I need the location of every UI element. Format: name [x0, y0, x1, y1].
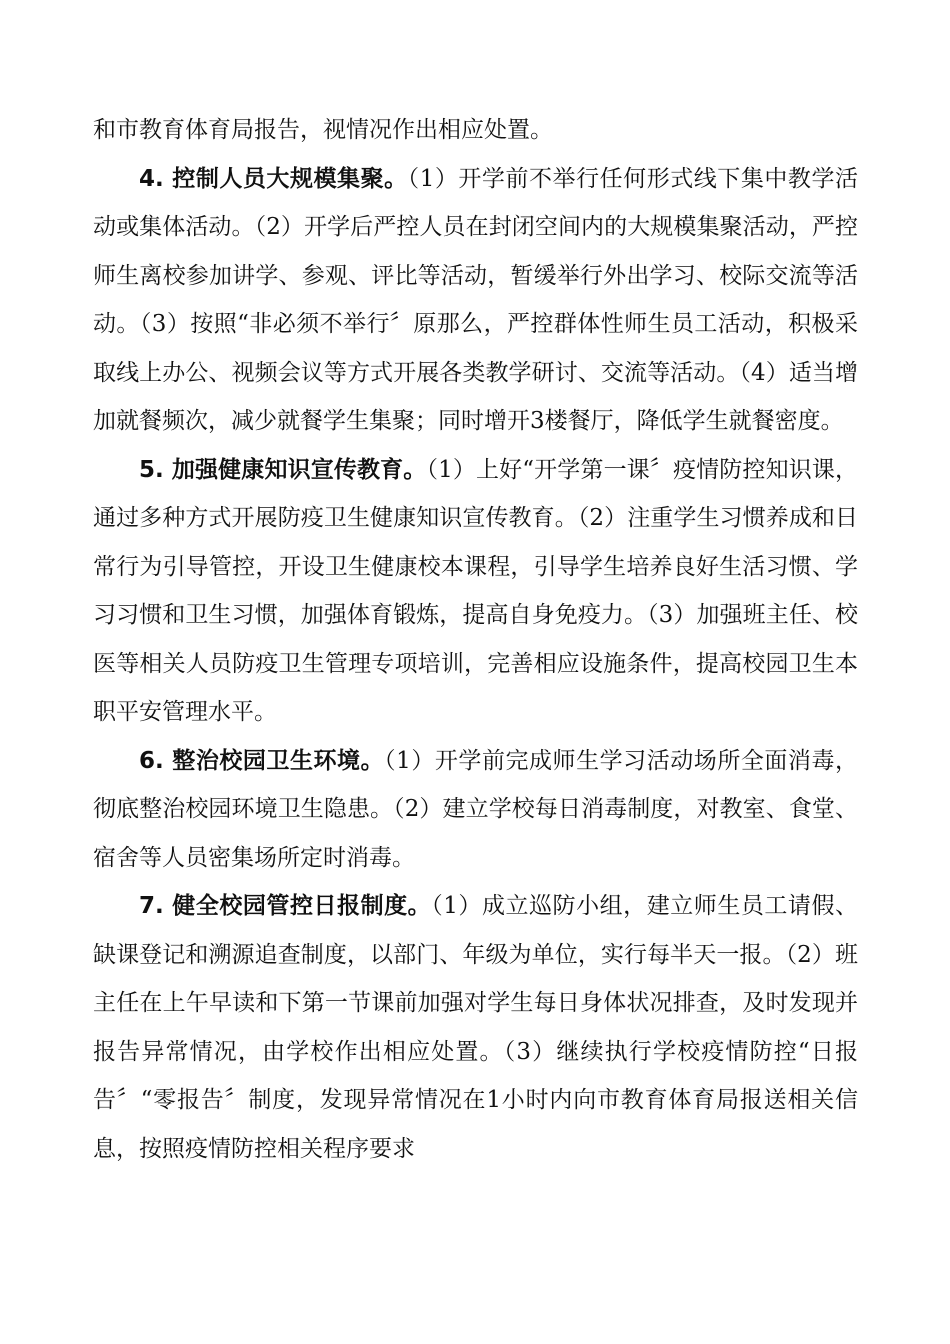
- paragraph-heading: 4. 控制人员大规模集聚。: [139, 165, 408, 192]
- document-body: [93, 106, 858, 1173]
- paragraph-item-6: [93, 737, 858, 883]
- paragraph-body: 和市教育体育局报告，视情况作出相应处置。: [93, 117, 553, 143]
- paragraph-item-7: [93, 882, 858, 1173]
- paragraph-body: （1）开学前完成师生学习活动场所全面消毒，彻底整治校园环境卫生隐患。（2）建立学校每日消毒制度，对教室、食堂、宿舍等人员密集场所定时消毒。: [93, 747, 858, 871]
- paragraph-heading: 6. 整治校园卫生环境。: [139, 747, 385, 774]
- paragraph-item-5: [93, 446, 858, 737]
- paragraph-item-4: [93, 155, 858, 446]
- paragraph-continuation: [93, 106, 858, 155]
- paragraph-heading: 7. 健全校园管控日报制度。: [139, 893, 432, 919]
- paragraph-heading: 5. 加强健康知识宣传教育。: [139, 456, 427, 483]
- paragraph-body: （1）上好“开学第一课〞疫情防控知识课，通过多种方式开展防疫卫生健康知识宣传教育。（2）注重学生习惯养成和日常行为引导管控，开设卫生健康校本课程，引导学生培养良好生活习惯、学习习惯和卫生习惯，加强体育锻炼，提高自身免疫力。（3）加强班主任、校医等相关人员防疫卫生管理专项培训，完善相应设施条件，提高校园卫生本职平安管理水平。: [93, 456, 858, 725]
- paragraph-body: （1）成立巡防小组，建立师生员工请假、缺课登记和溯源追查制度，以部门、年级为单位，实行每半天一报。（2）班主任在上午早读和下第一节课前加强对学生每日身体状况排查，及时发现并报告异常情况，由学校作出相应处置。（3）继续执行学校疫情防控“日报告〞“零报告〞制度，发现异常情况在1小时内向市教育体育局报送相关信息，按照疫情防控相关程序要求: [93, 893, 859, 1162]
- paragraph-body: （1）开学前不举行任何形式线下集中教学活动或集体活动。（2）开学后严控人员在封闭空间内的大规模集聚活动，严控师生离校参加讲学、参观、评比等活动，暂缓举行外出学习、校际交流等活动。（3）按照“非必须不举行〞原那么，严控群体性师生员工活动，积极采取线上办公、视频会议等方式开展各类教学研讨、交流等活动。（4）适当增加就餐频次，减少就餐学生集聚；同时增开3楼餐厅，降低学生就餐密度。: [93, 165, 858, 434]
